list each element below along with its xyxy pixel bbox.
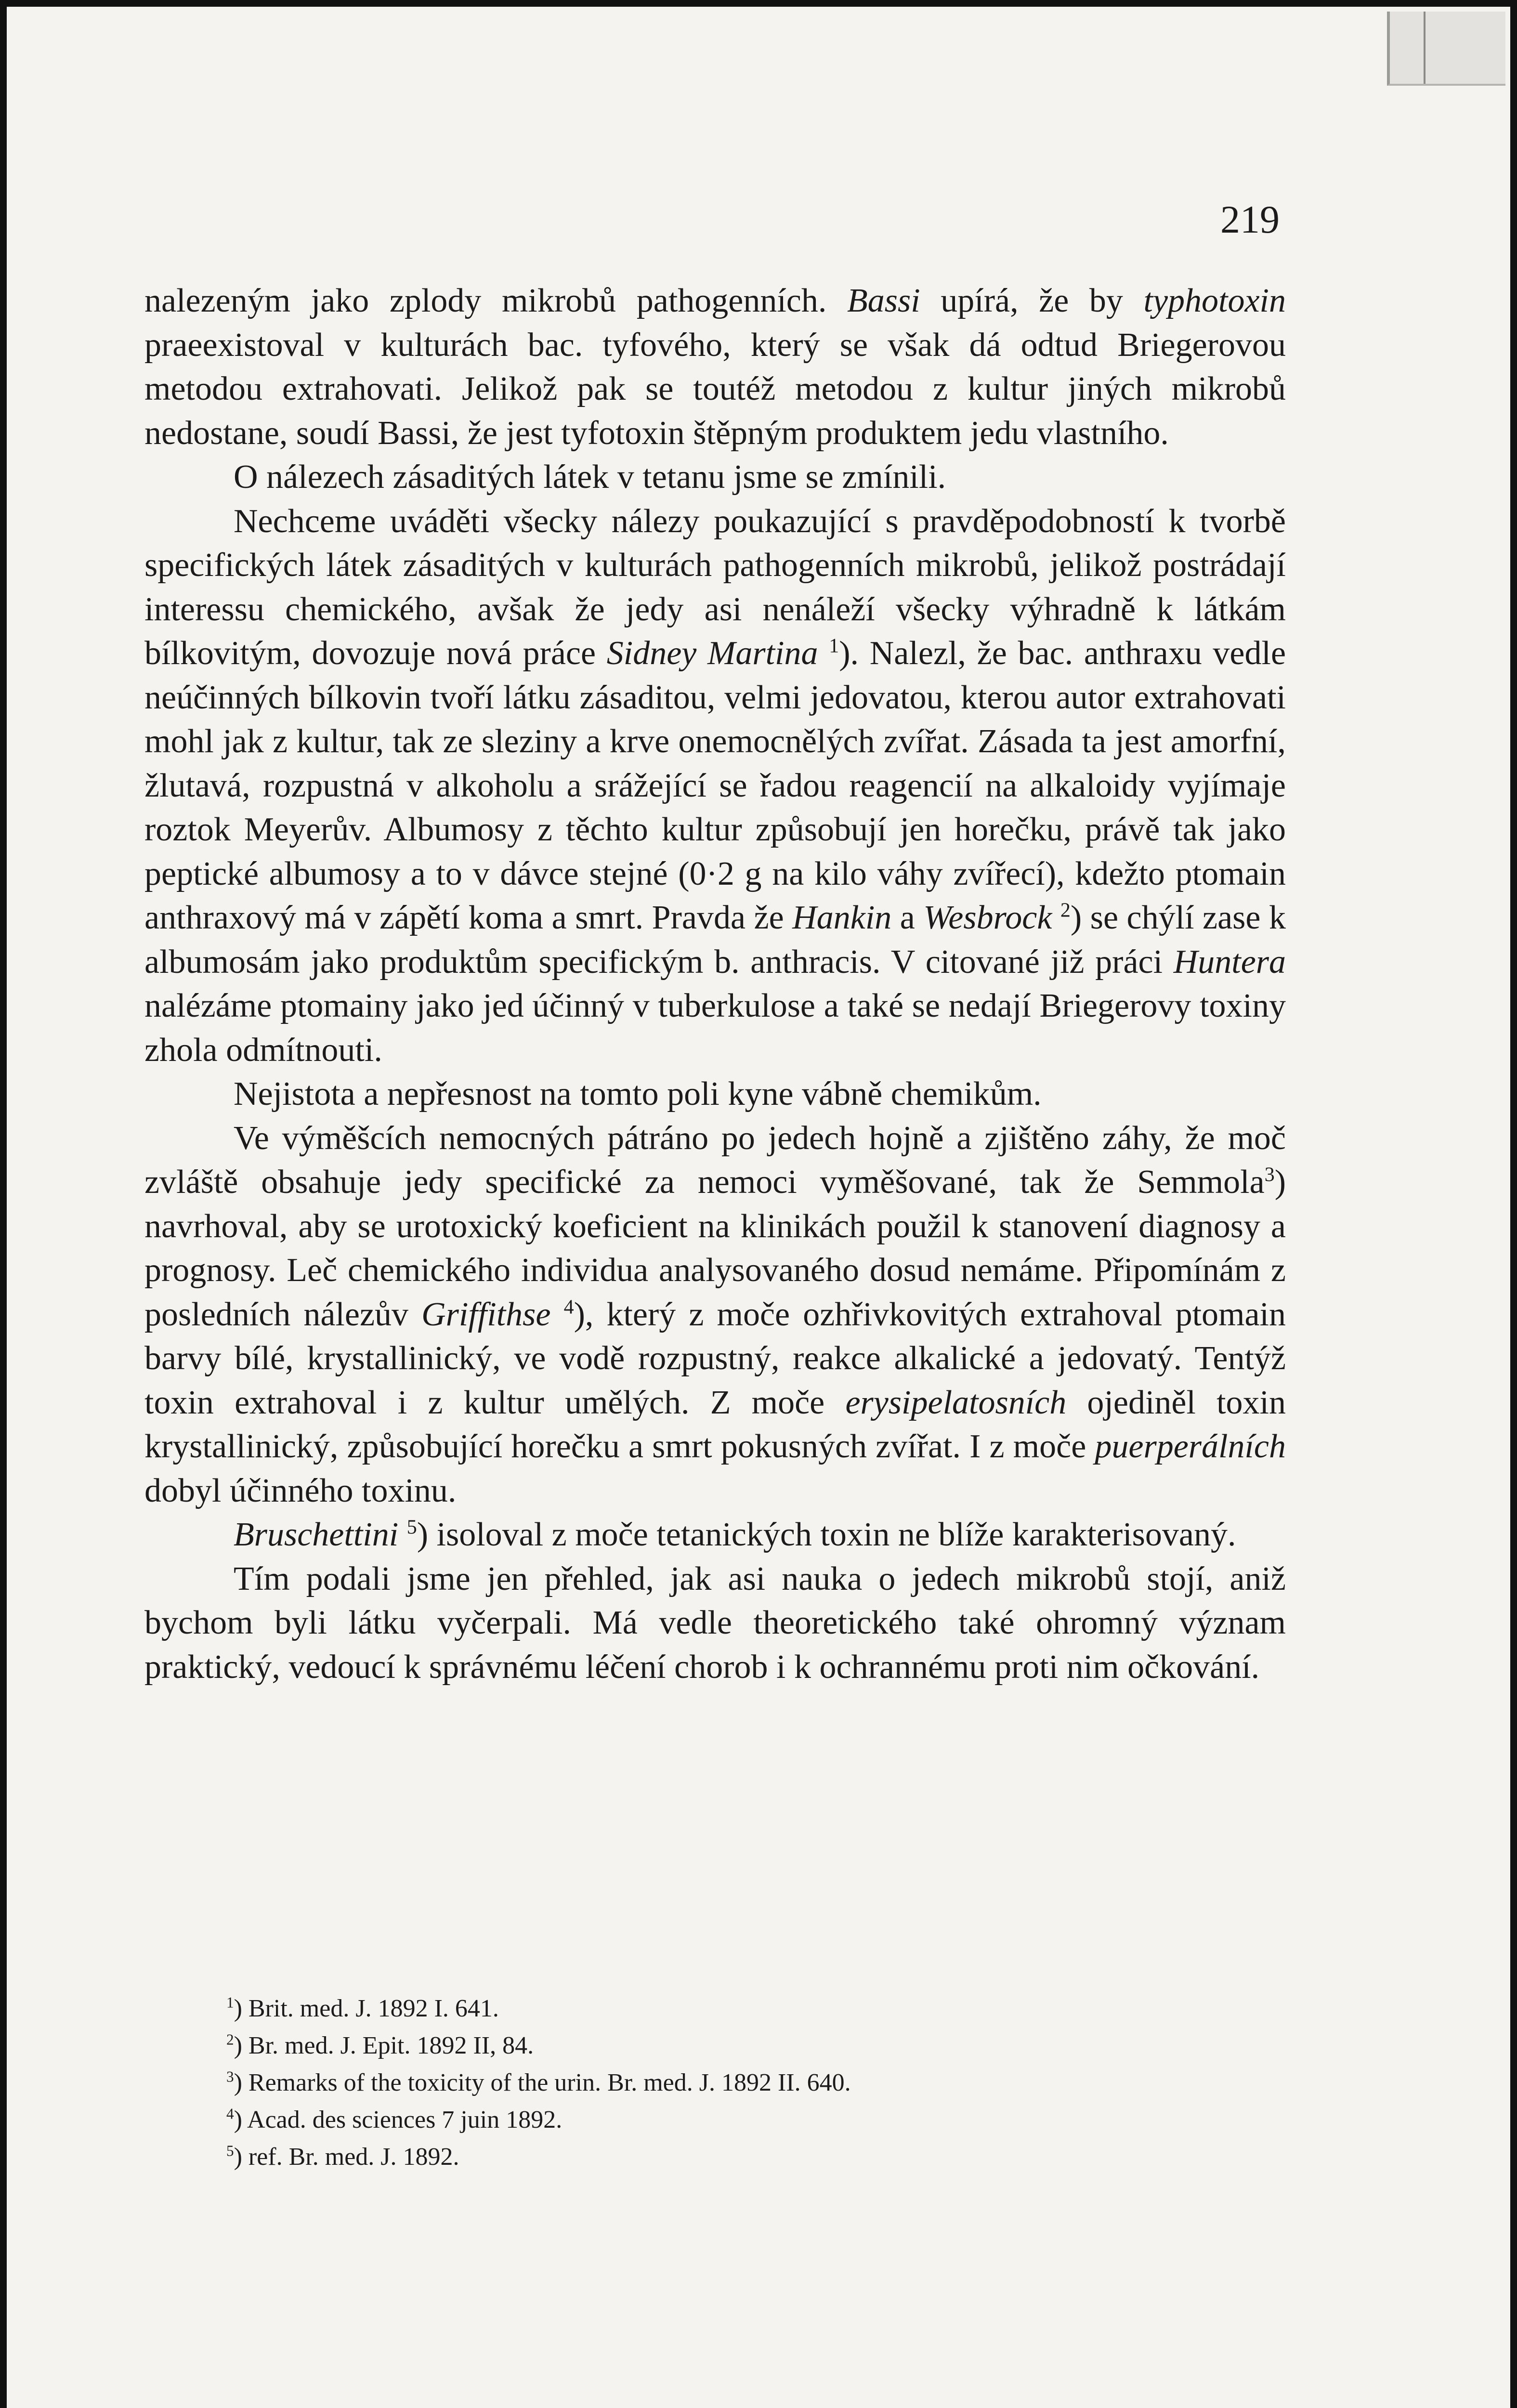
text-run <box>818 635 829 672</box>
paragraph-tetanus <box>144 455 1286 499</box>
paragraph-bruschettini <box>144 1513 1286 1557</box>
text-run: Nejistota a nepřesnost na tomto poli kyne vábně chemikům. <box>234 1075 1042 1112</box>
footnote-ref: 4 <box>563 1296 574 1319</box>
paragraph-conclusion <box>144 1557 1286 1689</box>
footnote-text: ) Brit. med. J. 1892 I. 641. <box>234 1995 499 2022</box>
italic-name: puerperálních <box>1095 1428 1286 1465</box>
scanned-page <box>7 7 1510 2408</box>
footnote-item <box>226 2101 851 2138</box>
italic-name: Wesbrock <box>923 899 1052 936</box>
text-run: a <box>891 899 924 936</box>
text-run: ) se chýlí zase k albumosám jako produktům specifickým b. anthracis. V citované již práci <box>144 899 1286 981</box>
text-run <box>1052 899 1060 936</box>
footnote-text: ) Remarks of the toxicity of the urin. Br. med. J. 1892 II. 640. <box>234 2069 851 2096</box>
footnote-ref: 2 <box>1060 899 1071 922</box>
page-number: 219 <box>1220 197 1280 241</box>
paragraph-bassi-typhotoxin <box>144 279 1286 455</box>
footnote-text: ) Acad. des sciences 7 juin 1892. <box>234 2106 562 2133</box>
footnote-ref: 1 <box>829 635 839 657</box>
text-run: ) navrhoval, aby se urotoxický koeficient na klinikách použil k stanovení diagnosy a prognosy. Leč chemického individua analysovaného dosud nemáme. Připomínám z posledních nálezův <box>144 1164 1286 1333</box>
paragraph-uncertainty <box>144 1072 1286 1116</box>
text-run: upírá, že by <box>920 282 1144 319</box>
italic-name: typhotoxin <box>1143 282 1286 319</box>
footnote-ref: 5 <box>406 1516 417 1539</box>
footnote-item <box>226 2138 851 2175</box>
text-run <box>398 1516 407 1553</box>
footnote-mark: 2 <box>226 2031 234 2048</box>
text-run: Nechceme uváděti všecky nálezy poukazující s pravděpodobností k tvorbě specifických látek zásaditých v kulturách pathogenních mikrobů, jelikož postrádají interessu chemického, avšak že jedy asi nenáleží všecky výhradně k látkám bílkovitým, dovozuje nová práce <box>144 502 1286 672</box>
text-run: dobyl účinného toxinu. <box>144 1472 457 1509</box>
footnote-item <box>226 1990 851 2027</box>
footnote-mark: 1 <box>226 1994 234 2011</box>
text-run: ). Nalezl, že bac. anthraxu vedle neúčinných bílkovin tvoří látku zásaditou, velmi jedovatou, kterou autor extrahovati mohl jak z kultur, tak ze sleziny a krve onemocnělých zvířat. Zásada ta jest amorfní, žlutavá, rozpustná v alkoholu a srážející se řadou reagencií na alkaloidy vyjímaje roztok Meyerův. Albumosy z těchto kultur způsobují jen horečku, právě tak jako peptické albumosy a to v dávce stejné (0·2 g na kilo váhy zvířecí), kdežto ptomain anthraxový má v zápětí koma a smrt. Pravda že <box>144 635 1286 936</box>
footnote-item <box>226 2064 851 2101</box>
paragraph-specific-bases <box>144 499 1286 1073</box>
text-run: ojediněl toxin krystallinický, způsobující horečku a smrt pokusných zvířat. I z moče <box>144 1384 1286 1465</box>
footnote-item <box>226 2027 851 2064</box>
text-run: Ve výměšcích nemocných pátráno po jedech hojně a zjištěno záhy, že moč zvláště obsahuje jedy specifické za nemoci vyměšované, tak že Semmola <box>144 1119 1286 1201</box>
text-run: nalezeným jako zplody mikrobů pathogenních. <box>144 282 847 319</box>
scan-corner-mark <box>1387 12 1505 86</box>
text-run: Tím podali jsme jen přehled, jak asi nauka o jedech mikrobů stojí, aniž bychom byli látku vyčerpali. Má vedle theoretického také ohromný význam praktický, vedoucí k správnému léčení chorob i k ochrannému proti nim očkování. <box>144 1560 1286 1686</box>
text-run: ) isoloval z moče tetanických toxin ne blíže karakterisovaný. <box>417 1516 1236 1553</box>
footnote-mark: 4 <box>226 2105 234 2122</box>
footnote-separator <box>219 1971 1182 1972</box>
text-run: O nálezech zásaditých látek v tetanu jsme se zmínili. <box>234 458 946 496</box>
italic-name: Sidney Martina <box>606 635 818 672</box>
footnote-text: ) ref. Br. med. J. 1892. <box>234 2143 459 2171</box>
body-text <box>144 279 1286 1689</box>
italic-name: Bruschettini <box>234 1516 399 1553</box>
italic-name: Huntera <box>1173 943 1286 981</box>
footnotes <box>226 1990 851 2175</box>
italic-name: Bassi <box>847 282 920 319</box>
italic-name: Hankin <box>792 899 892 936</box>
text-run: nalézáme ptomainy jako jed účinný v tuberkulose a také se nedají Briegerovy toxiny zhola odmítnouti. <box>144 987 1286 1069</box>
text-run <box>550 1296 563 1333</box>
footnote-text: ) Br. med. J. Epit. 1892 II, 84. <box>234 2032 534 2059</box>
text-run: ), který z moče ozhřivkovitých extrahoval ptomain barvy bílé, krystallinický, ve vodě rozpustný, reakce alkalické a jedovatý. Tentýž toxin extrahoval i z kultur umělých. Z moče <box>144 1296 1286 1421</box>
text-run: praeexistoval v kulturách bac. tyfového, který se však dá odtud Briegerovou metodou extrahovati. Jelikož pak se toutéž metodou z kultur jiných mikrobů nedostane, soudí Bassi, že jest tyfotoxin štěpným produktem jedu vlastního. <box>144 326 1286 452</box>
footnote-mark: 3 <box>226 2068 234 2085</box>
footnote-ref: 3 <box>1264 1164 1275 1186</box>
italic-name: Griffithse <box>421 1296 551 1333</box>
italic-name: erysipelatosních <box>845 1384 1067 1421</box>
paragraph-urine-toxins <box>144 1116 1286 1513</box>
footnote-mark: 5 <box>226 2142 234 2159</box>
